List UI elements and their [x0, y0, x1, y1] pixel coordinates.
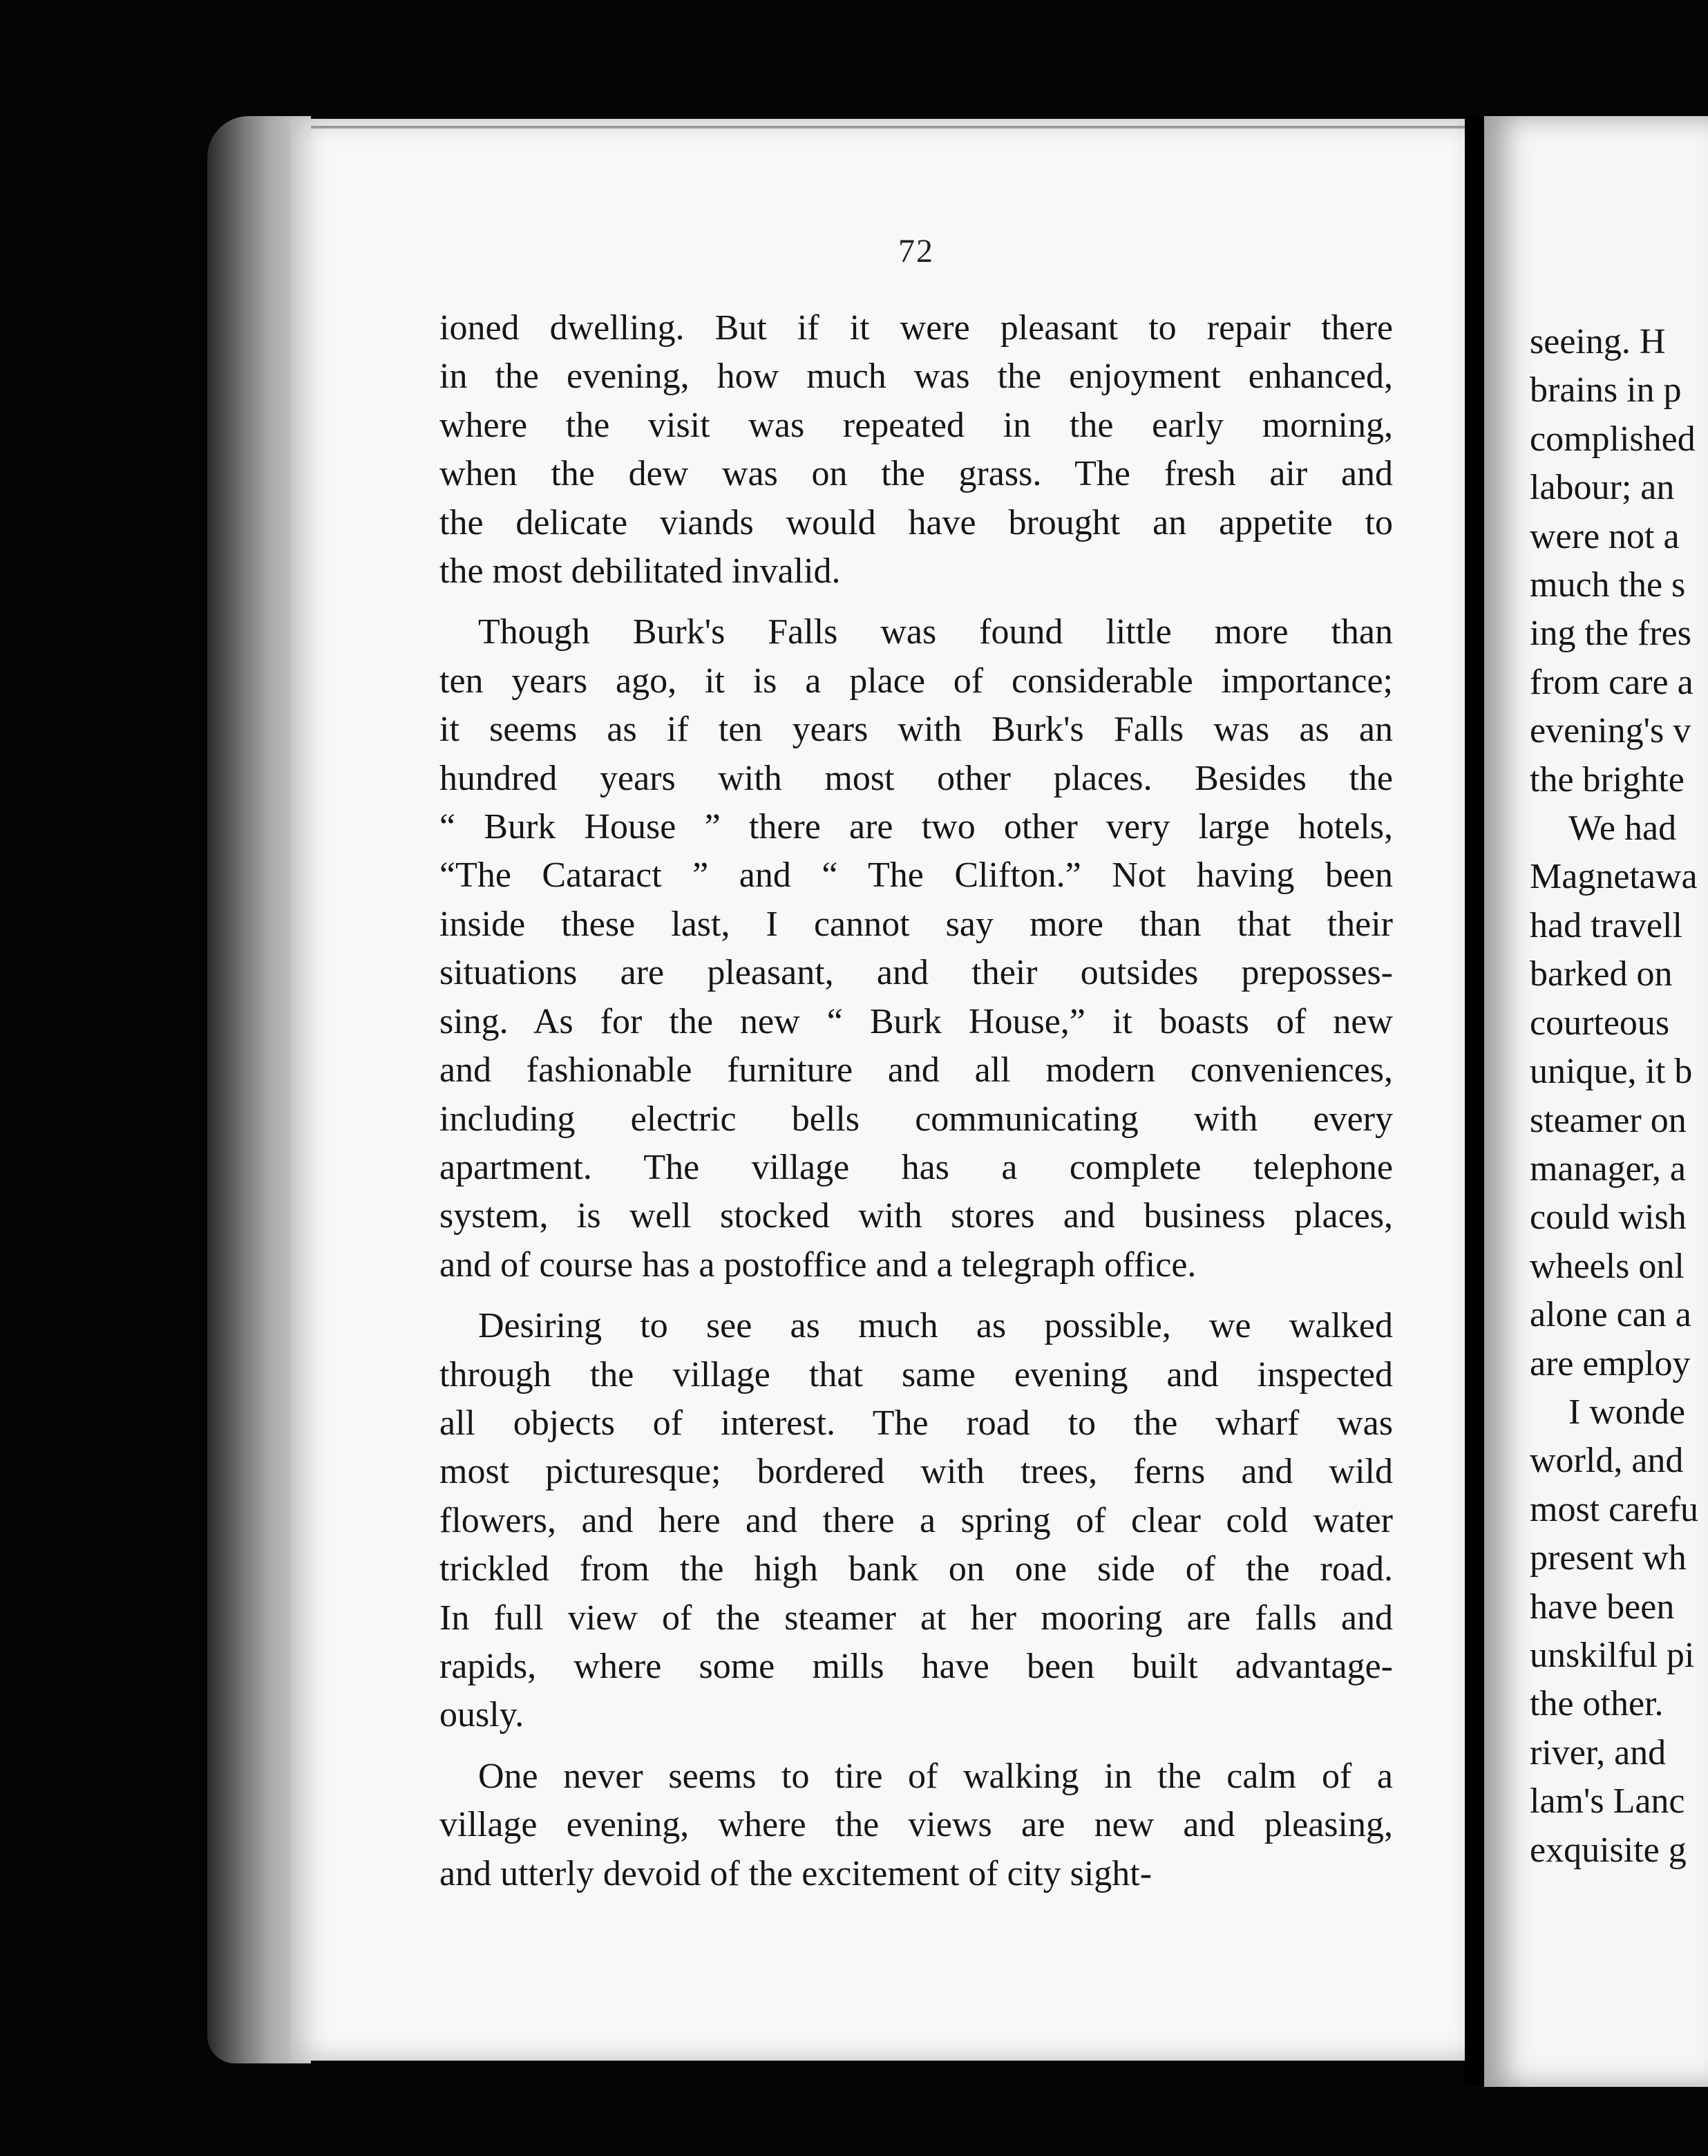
text-line: system, is well stocked with stores and business places,	[439, 1196, 1393, 1236]
text-line: the delicate viands would have brought an appetite to	[439, 502, 1393, 542]
right-page-text	[1530, 318, 1708, 1875]
text-line: brains in p	[1530, 370, 1682, 410]
paragraph	[439, 608, 1393, 1289]
text-line: could wish	[1530, 1198, 1687, 1238]
text-line: manager, a	[1530, 1148, 1687, 1189]
text-line: most carefu	[1530, 1489, 1699, 1529]
text-line: are employ	[1530, 1343, 1691, 1383]
text-line: steamer on	[1530, 1100, 1687, 1140]
text-line: One never seems to tire of walking in the calm of a	[478, 1756, 1393, 1796]
book-gutter	[1465, 116, 1484, 2086]
text-line: were not a	[1530, 516, 1680, 556]
right-page	[1484, 116, 1708, 2087]
text-line: ioned dwelling. But if it were pleasant to repair there	[439, 308, 1393, 348]
text-line: Desiring to see as much as possible, we walked	[478, 1306, 1393, 1346]
text-line: it seems as if ten years with Burk's Falls was as an	[439, 710, 1393, 750]
text-line: rapids, where some mills have been built advantage-	[439, 1646, 1393, 1686]
text-line: present wh	[1530, 1538, 1687, 1578]
text-line: and of course has a postoffice and a telegraph office.	[439, 1245, 1197, 1285]
text-line: river, and	[1530, 1732, 1667, 1772]
text-line: “The Cataract ” and “ The Clifton.” Not having been	[439, 855, 1393, 896]
text-line: inside these last, I cannot say more than that their	[439, 904, 1393, 944]
text-line: all objects of interest. The road to the wharf was	[439, 1403, 1393, 1443]
text-line: unique, it b	[1530, 1052, 1693, 1092]
text-line: and utterly devoid of the excitement of city sight-	[439, 1853, 1152, 1893]
text-line: I wonde	[1568, 1392, 1685, 1432]
text-line: trickled from the high bank on one side of the road.	[439, 1549, 1393, 1589]
text-line: world, and	[1530, 1441, 1684, 1481]
text-line: ously.	[439, 1695, 524, 1735]
text-line: have been	[1530, 1587, 1675, 1627]
text-line: exquisite g	[1530, 1830, 1687, 1870]
text-line: evening's v	[1530, 711, 1691, 751]
text-line: In full view of the steamer at her mooring are falls and	[439, 1598, 1393, 1638]
text-line: hundred years with most other places. Besides the	[439, 758, 1393, 798]
text-line: barked on	[1530, 954, 1673, 994]
text-line: seeing. H	[1530, 322, 1666, 361]
text-line: “ Burk House ” there are two other very large hotels,	[439, 807, 1393, 847]
text-line: unskilful pi	[1530, 1635, 1695, 1675]
text-line: ing the fres	[1530, 614, 1691, 654]
text-line: wheels onl	[1530, 1246, 1685, 1286]
text-line: apartment. The village has a complete telephone	[439, 1147, 1393, 1187]
text-line: alone can a	[1530, 1295, 1691, 1335]
text-line: including electric bells communicating with every	[439, 1099, 1393, 1139]
text-line: through the village that same evening and inspected	[439, 1354, 1393, 1394]
text-line: We had	[1568, 808, 1677, 849]
left-page-text	[439, 304, 1393, 1898]
text-line: the most debilitated invalid.	[439, 551, 841, 592]
page-number: 72	[898, 233, 934, 270]
text-line: complished	[1530, 419, 1696, 459]
paragraph	[439, 1302, 1393, 1740]
text-line: when the dew was on the grass. The fresh air and	[439, 454, 1393, 494]
text-line: situations are pleasant, and their outsides preposses-	[439, 953, 1393, 993]
text-line: lam's Lanc	[1530, 1781, 1685, 1822]
text-line: flowers, and here and there a spring of clear cold water	[439, 1500, 1393, 1540]
page-top-edge	[311, 126, 1465, 129]
paragraph	[439, 304, 1393, 596]
text-line: in the evening, how much was the enjoyment enhanced,	[439, 357, 1393, 397]
text-line: Magnetawa	[1530, 857, 1698, 897]
text-line: labour; an	[1530, 468, 1675, 508]
text-line: courteous	[1530, 1003, 1670, 1043]
text-line: most picturesque; bordered with trees, ferns and wild	[439, 1452, 1393, 1492]
text-line: sing. As for the new “ Burk House,” it boasts of new	[439, 1001, 1393, 1041]
text-line: and fashionable furniture and all modern conveniences,	[439, 1050, 1393, 1090]
text-line: the brighte	[1530, 759, 1685, 800]
text-line: had travell	[1530, 905, 1682, 945]
text-line: Though Burk's Falls was found little more than	[478, 612, 1393, 652]
text-line: where the visit was repeated in the early morning,	[439, 405, 1393, 445]
text-line: from care a	[1530, 662, 1693, 702]
text-line: much the s	[1530, 565, 1686, 605]
paragraph	[439, 1752, 1393, 1898]
text-line: village evening, where the views are new and pleasing,	[439, 1805, 1393, 1845]
text-line: ten years ago, it is a place of considerable importance;	[439, 661, 1393, 701]
text-line: the other.	[1530, 1684, 1664, 1724]
